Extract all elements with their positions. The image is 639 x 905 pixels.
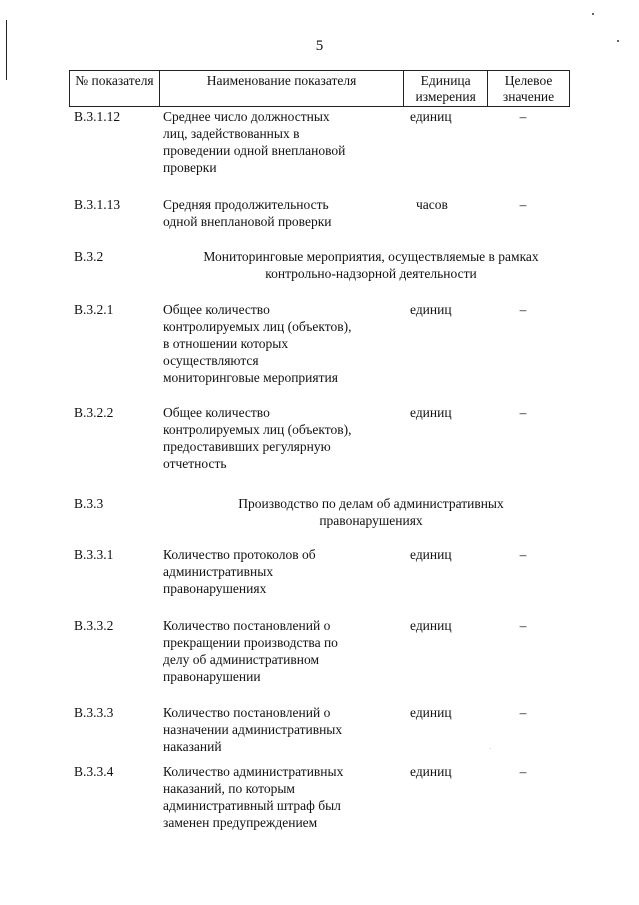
indicator-name: Количество постановлений о назначении административных наказаний: [163, 705, 343, 754]
indicator-name: Количество административных наказаний, по которым административный штраф был заменен предупреждением: [163, 764, 344, 830]
indicator-name: Количество протоколов об административных правонарушениях: [163, 547, 316, 596]
indicator-target: –: [519, 302, 527, 317]
indicator-name: Общее количество контролируемых лиц (объектов), в отношении которых осуществляются мониторинговые мероприятия: [163, 302, 352, 385]
indicator-name: Средняя продолжительность одной внеплановой проверки: [163, 197, 332, 229]
indicator-target: –: [519, 547, 527, 562]
header-name: Наименование показателя: [159, 71, 403, 107]
indicator-unit: единиц: [410, 764, 452, 779]
indicator-unit: единиц: [410, 618, 452, 633]
indicator-code: В.3.1.12: [74, 109, 121, 124]
scan-speck: [490, 748, 491, 749]
section-title: Мониторинговые мероприятия, осуществляемые в рамках контрольно-надзорной деятельности: [203, 249, 539, 281]
indicator-unit: единиц: [410, 109, 452, 124]
indicator-table-header: [69, 70, 570, 107]
indicator-unit: единиц: [410, 547, 452, 562]
section-code: В.3.2: [74, 249, 104, 264]
indicator-code: В.3.3.1: [74, 547, 114, 562]
indicator-unit: единиц: [410, 405, 452, 420]
indicator-code: В.3.3.4: [74, 764, 114, 779]
indicator-target: –: [519, 197, 527, 212]
indicator-unit: единиц: [410, 302, 452, 317]
page-number: 5: [315, 38, 324, 54]
scan-speck: [592, 13, 594, 15]
header-number: № показателя: [70, 71, 160, 107]
indicator-target: –: [519, 764, 527, 779]
indicator-target: –: [519, 109, 527, 124]
indicator-code: В.3.2.1: [74, 302, 114, 317]
indicator-unit: единиц: [410, 705, 452, 720]
indicator-name: Количество постановлений о прекращении производства по делу об административном правонарушении: [163, 618, 338, 684]
indicator-code: В.3.1.13: [74, 197, 121, 212]
section-code: В.3.3: [74, 496, 104, 511]
indicator-name: Общее количество контролируемых лиц (объектов), предоставивших регулярную отчетность: [163, 405, 352, 471]
indicator-target: –: [519, 405, 527, 420]
header-unit: Единица измерения: [404, 71, 488, 107]
indicator-code: В.3.2.2: [74, 405, 114, 420]
indicator-target: –: [519, 618, 527, 633]
indicator-code: В.3.3.3: [74, 705, 114, 720]
indicator-target: –: [519, 705, 527, 720]
indicator-code: В.3.3.2: [74, 618, 114, 633]
section-title: Производство по делам об административных правонарушениях: [238, 496, 504, 528]
header-target: Целевое значение: [488, 71, 570, 107]
indicator-unit: часов: [416, 197, 448, 212]
indicator-name: Среднее число должностных лиц, задействованных в проведении одной внеплановой проверки: [163, 109, 346, 175]
